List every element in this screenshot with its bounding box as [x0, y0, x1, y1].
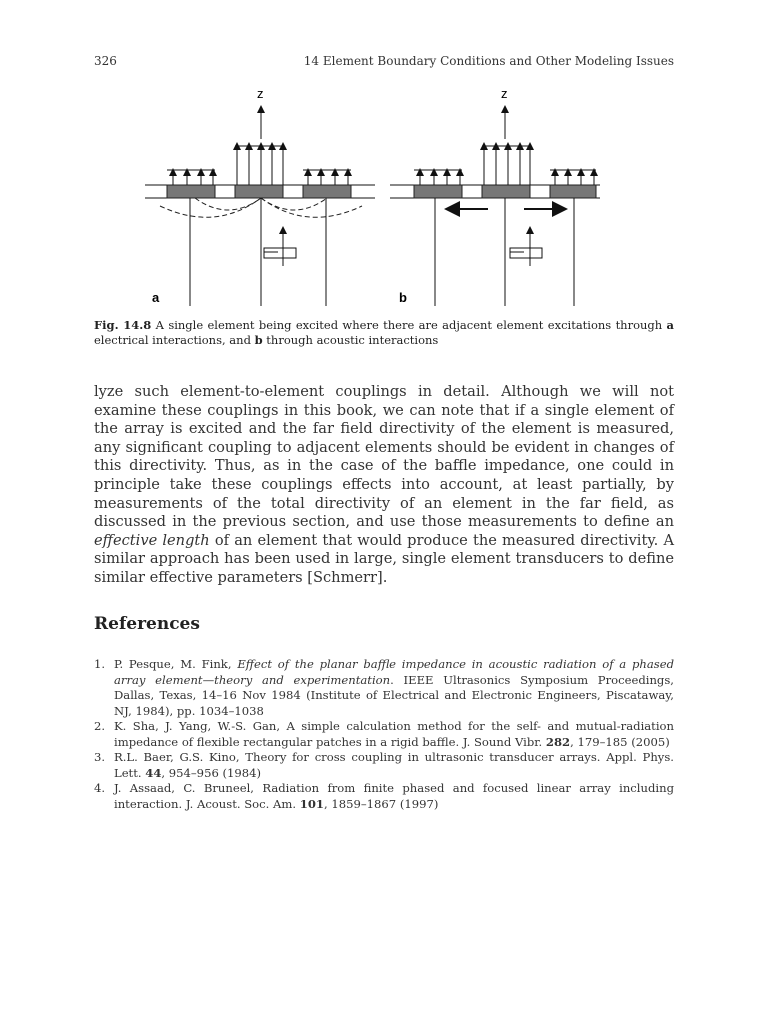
reference-text: J. Assaad, C. Bruneel, Radiation from finite phased and focused linear array including interaction. J. Acoust. Soc. Am.	[114, 781, 674, 811]
reference-list	[94, 657, 674, 812]
page-header	[94, 54, 674, 72]
reference-text: P. Pesque, M. Fink,	[114, 657, 238, 671]
panel-b-diagram	[390, 109, 600, 306]
body-text-1: lyze such element-to-element couplings in detail. Although we will not examine these couplings in this book, we can note that if a single element of the array is excited and the far field directivity of the element is measured, any significant coupling to adjacent elements should be evident in changes of this directivity. Thus, as in the case of the baffle impedance, one could in principle take these couplings effects into account, at least partially, by measurements of the total directivity of an element in the far field, as discussed in the previous section, and use those measurements to define an	[94, 383, 674, 531]
running-title: 14 Element Boundary Conditions and Other Modeling Issues	[303, 54, 674, 68]
page-number: 326	[94, 54, 117, 68]
caption-text-1: A single element being excited where there are adjacent element excitations through	[151, 318, 667, 332]
reference-number: 4.	[94, 781, 106, 795]
caption-b: b	[254, 333, 263, 347]
axis-label-z-b: z	[501, 86, 508, 101]
figure-14-8	[140, 84, 600, 312]
reference-text: K. Sha, J. Yang, W.-S. Gan, A simple calculation method for the self- and mutual-radiation impedance of flexible rectangular patches in a rigid baffle. J. Sound Vibr.	[114, 719, 674, 749]
caption-text-3: through acoustic interactions	[262, 333, 439, 347]
body-paragraph	[94, 383, 674, 588]
reference-number: 2.	[94, 719, 106, 733]
reference-volume: 101	[299, 796, 324, 811]
reference-item	[94, 750, 674, 781]
figure-caption	[94, 318, 674, 348]
reference-text: , 179–185 (2005)	[570, 734, 670, 749]
reference-volume: 282	[545, 734, 571, 749]
axis-label-z-a: z	[257, 86, 264, 101]
caption-text-2: electrical interactions, and	[94, 333, 255, 347]
reference-volume: 44	[145, 765, 162, 780]
body-emphasis: effective length	[94, 531, 210, 549]
reference-text: , 954–956 (1984)	[161, 765, 262, 780]
caption-label: Fig. 14.8	[94, 318, 152, 332]
panel-a-diagram	[145, 109, 375, 306]
caption-a: a	[666, 318, 674, 332]
reference-title: Effect of the planar baffle impedance in acoustic radiation of a phased array element—theory and experimentation	[114, 657, 675, 687]
reference-text: R.L. Baer, G.S. Kino, Theory for cross coupling in ultrasonic transducer arrays. Appl. Phys. Lett.	[114, 750, 674, 780]
reference-text: . IEEE Ultrasonics Symposium Proceedings, Dallas, Texas, 14–16 Nov 1984 (Institute of Electrical and Electronic Engineers, Piscataway, NJ, 1984), pp. 1034–1038	[114, 672, 674, 718]
references-heading: References	[94, 614, 200, 634]
panel-label-b: b	[399, 290, 407, 305]
reference-item	[94, 657, 674, 719]
reference-item	[94, 719, 674, 750]
panel-label-a: a	[152, 290, 160, 305]
reference-item	[94, 781, 674, 812]
body-text-2: of an element that would produce the measured directivity. A similar approach has been used in large, single element transducers to define similar effective parameters [Schmerr].	[94, 531, 674, 586]
reference-number: 1.	[94, 657, 106, 671]
reference-number: 3.	[94, 750, 106, 764]
reference-text: , 1859–1867 (1997)	[323, 796, 439, 811]
